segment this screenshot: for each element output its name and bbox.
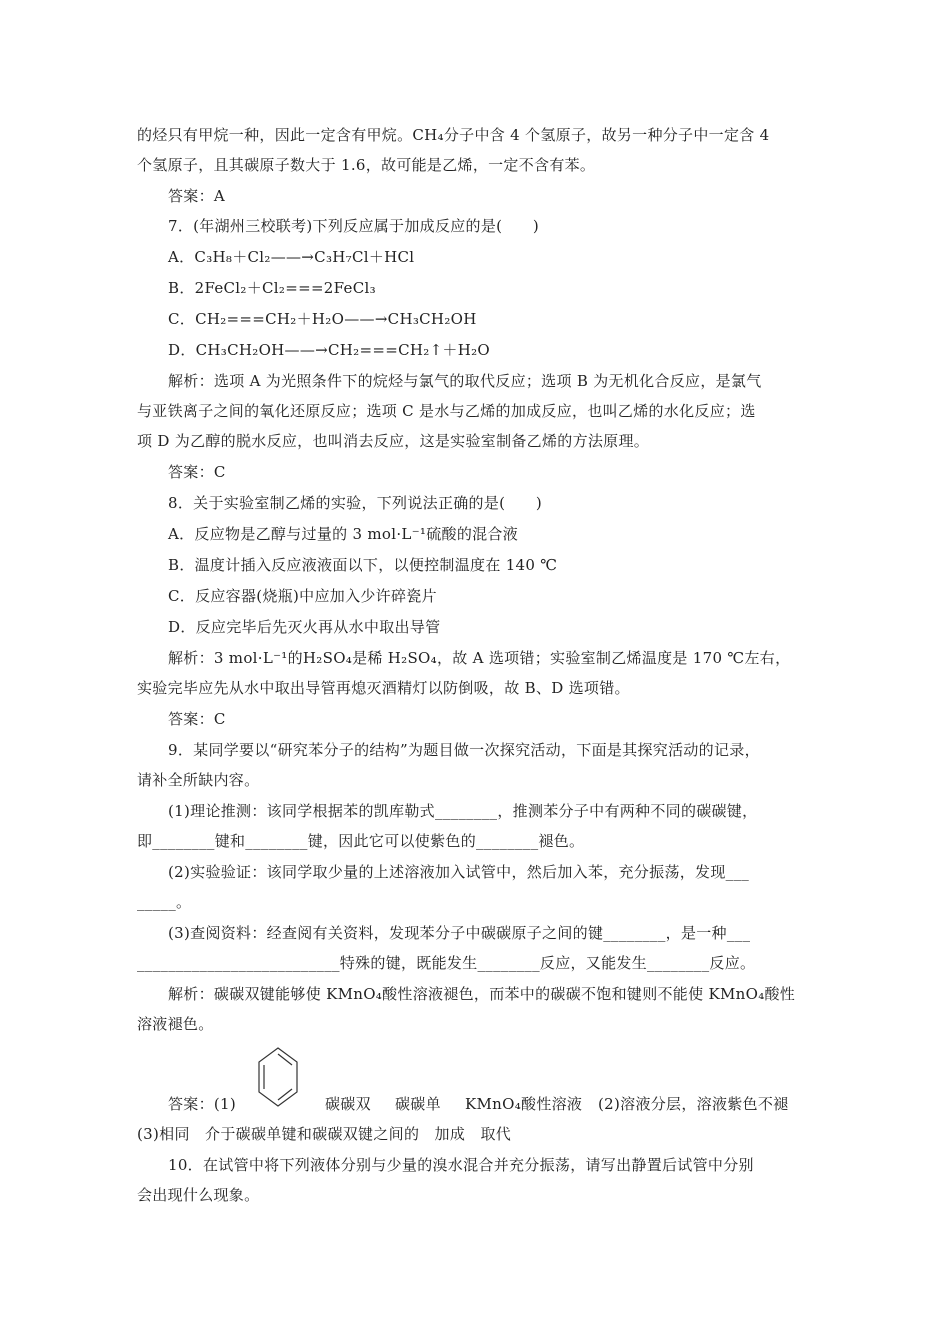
answer-item: 碳碳双 <box>325 1095 371 1113</box>
option-b: B．温度计插入反应液液面以下，以便控制温度在 140 ℃ <box>168 556 558 574</box>
text-line: 个氢原子，且其碳原子数大于 1.6，故可能是乙烯，一定不含有苯。 <box>137 156 596 174</box>
subquestion-3: (3)查阅资料：经查阅有关资料，发现苯分子中碳碳原子之间的键________，是一种___ <box>168 924 751 942</box>
option-c: C．反应容器(烧瓶)中应加入少许碎瓷片 <box>168 587 437 605</box>
explanation-line: 解析：碳碳双键能够使 KMnO₄酸性溶液褪色，而苯中的碳碳不饱和键则不能使 KMnO₄酸性 <box>168 985 796 1003</box>
option-d: D．反应完毕后先灭火再从水中取出导管 <box>168 618 441 636</box>
subquestion-1: (1)理论推测：该同学根据苯的凯库勒式________，推测苯分子中有两种不同的碳碳键， <box>168 802 758 820</box>
explanation-line: 解析：3 mol·L⁻¹的H₂SO₄是稀 H₂SO₄，故 A 选项错；实验室制乙烯温度是 170 ℃左右， <box>168 649 791 667</box>
answer-item: 碳碳单 <box>395 1095 441 1113</box>
explanation-line: 溶液褪色。 <box>137 1015 214 1033</box>
answer-line: (3)相同 介于碳碳单键和碳碳双键之间的 加成 取代 <box>137 1125 512 1143</box>
option-b: B．2FeCl₂＋Cl₂===2FeCl₃ <box>168 279 376 297</box>
question-stem: 10．在试管中将下列液体分别与少量的溴水混合并充分振荡，请写出静置后试管中分别 <box>168 1156 754 1174</box>
answer-line: 答案：C <box>168 463 226 481</box>
answer-item: KMnO₄酸性溶液 <box>465 1095 583 1113</box>
explanation-line: 实验完毕应先从水中取出导管再熄灭酒精灯以防倒吸，故 B、D 选项错。 <box>137 679 630 697</box>
question-stem: 会出现什么现象。 <box>137 1186 260 1204</box>
explanation-line: 项 D 为乙醇的脱水反应，也叫消去反应，这是实验室制备乙烯的方法原理。 <box>137 432 650 450</box>
subquestion-2: (2)实验验证：该同学取少量的上述溶液加入试管中，然后加入苯，充分振荡，发现___ <box>168 863 750 881</box>
text-line: 的烃只有甲烷一种，因此一定含有甲烷。CH₄分子中含 4 个氢原子，故另一种分子中一定含 4 <box>137 126 770 144</box>
question-stem: 9．某同学要以“研究苯分子的结构”为题目做一次探究活动，下面是其探究活动的记录， <box>168 741 760 759</box>
question-stem: 请补全所缺内容。 <box>137 771 260 789</box>
option-d: D．CH₃CH₂OH——→CH₂===CH₂↑＋H₂O <box>168 341 491 359</box>
subquestion-1: 即________键和________键，因此它可以使紫色的________褪色。 <box>137 832 585 850</box>
explanation-line: 解析：选项 A 为光照条件下的烷烃与氯气的取代反应；选项 B 为无机化合反应，是氯气 <box>168 372 762 390</box>
benzene-kekule-structure <box>256 1046 300 1112</box>
subquestion-2: _____。 <box>137 893 192 911</box>
answer-line: 答案：C <box>168 710 226 728</box>
subquestion-3: __________________________特殊的键，既能发生________反应，又能发生________反应。 <box>137 954 756 972</box>
question-stem: 7．(年湖州三校联考)下列反应属于加成反应的是( ) <box>168 217 540 235</box>
answer-item: (2)溶液分层，溶液紫色不褪 <box>598 1095 789 1113</box>
option-c: C．CH₂===CH₂＋H₂O——→CH₃CH₂OH <box>168 310 477 328</box>
option-a: A．反应物是乙醇与过量的 3 mol·L⁻¹硫酸的混合液 <box>168 525 519 543</box>
explanation-line: 与亚铁离子之间的氧化还原反应；选项 C 是水与乙烯的加成反应，也叫乙烯的水化反应；选 <box>137 402 756 420</box>
option-a: A．C₃H₈＋Cl₂——→C₃H₇Cl＋HCl <box>168 248 415 266</box>
answer-label: 答案：(1) <box>168 1095 237 1113</box>
question-stem: 8．关于实验室制乙烯的实验，下列说法正确的是( ) <box>168 494 543 512</box>
answer-line: 答案：A <box>168 187 226 205</box>
